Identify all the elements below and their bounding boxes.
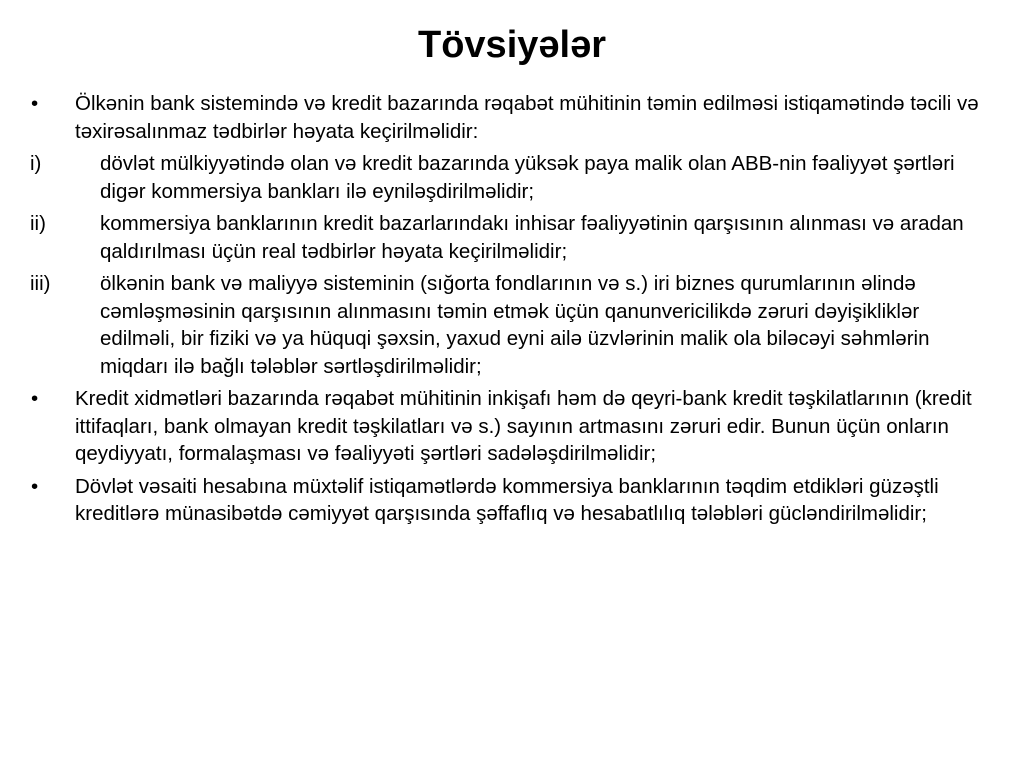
- numbered-marker: iii): [30, 272, 51, 295]
- list-item-bullet-3: [30, 473, 1000, 528]
- slide-content: [30, 90, 1000, 533]
- list-item-numbered-i: [30, 150, 1000, 205]
- slide-title: Tövsiyələr: [418, 24, 606, 66]
- list-item-numbered-ii: [30, 210, 1000, 265]
- bullet-marker: •: [31, 387, 39, 410]
- numbered-marker: ii): [30, 212, 46, 235]
- list-item-text: kommersiya banklarının kredit bazarlarındakı inhisar fəaliyyətinin qarşısının alınması və aradan qaldırılması üçün real tədbirlər həyata keçirilməlidir;: [100, 212, 964, 263]
- list-item-numbered-iii: [30, 270, 1000, 380]
- list-item-text: Ölkənin bank sistemində və kredit bazarında rəqabət mühitinin təmin edilməsi istiqamətində təcili və təxirəsalınmaz tədbirlər həyata keçirilməlidir:: [75, 92, 979, 143]
- list-item-text: Dövlət vəsaiti hesabına müxtəlif istiqamətlərdə kommersiya banklarının təqdim etdikləri güzəştli kreditlərə münasibətdə cəmiyyət qarşısında şəffaflıq və hesabatlılıq tələbləri gücləndirilməlidir;: [75, 474, 939, 525]
- list-item-text: ölkənin bank və maliyyə sisteminin (sığorta fondlarının və s.) iri biznes qurumlarının əlində cəmləşməsinin qarşısının alınmasını təmin etmək üçün qanunvericilikdə zəruri dəyişikliklər edilməli, bir fiziki və ya hüquqi şəxsin, yaxud eyni ailə üzvlərinin malik ola biləcəyi səhmlərin miqdarı ilə bağlı tələblər sərtləşdirilməlidir;: [100, 272, 930, 378]
- list-item-bullet-2: [30, 385, 1000, 468]
- numbered-marker: i): [30, 152, 42, 175]
- bullet-marker: •: [31, 92, 39, 115]
- list-item-text: Kredit xidmətləri bazarında rəqabət mühitinin inkişafı həm də qeyri-bank kredit təşkilatlarının (kredit ittifaqları, bank olmayan kredit təşkilatları və s.) sayının artmasını zəruri edir. Bunun üçün onların qeydiyyatı, formalaşması və fəaliyyəti şərtləri sadələşdirilməlidir;: [75, 387, 972, 465]
- bullet-marker: •: [31, 474, 39, 498]
- list-item-text: dövlət mülkiyyətində olan və kredit bazarında yüksək paya malik olan ABB-nin fəaliyyət şərtləri digər kommersiya bankları ilə eyniləşdirilməlidir;: [100, 152, 955, 203]
- list-item-bullet-1: [30, 90, 1000, 145]
